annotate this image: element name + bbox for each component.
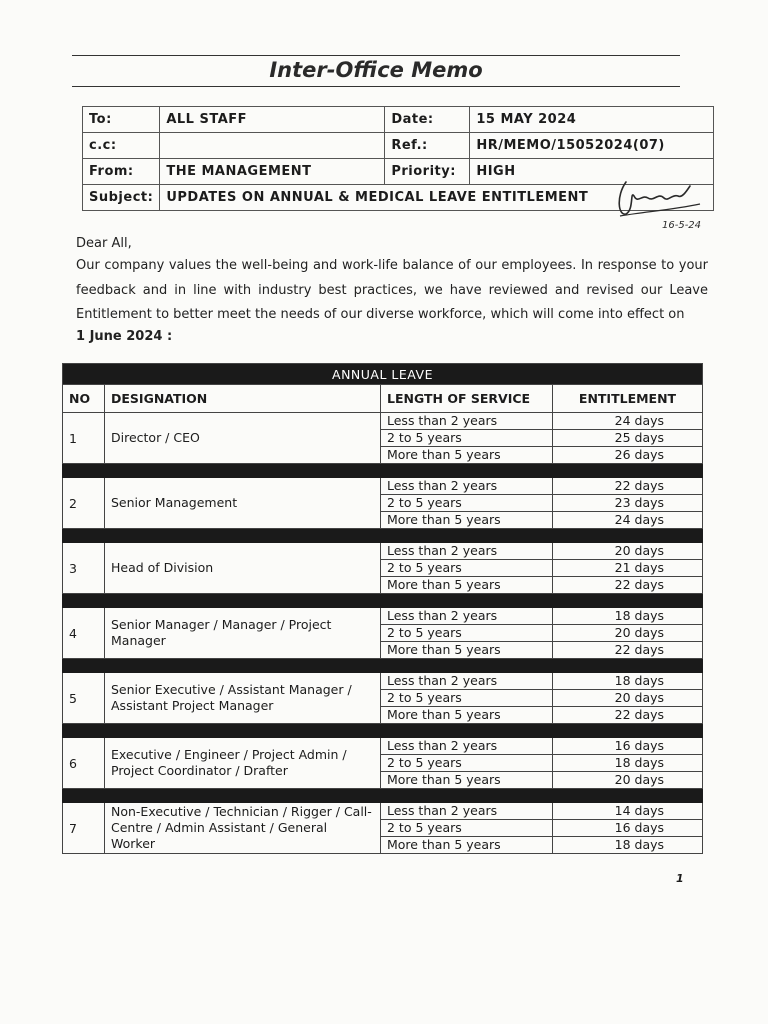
service-band: 2 to 5 years	[381, 430, 553, 447]
entitlement-value: 23 days	[553, 495, 703, 512]
memo-title: Inter-Office Memo	[269, 58, 483, 82]
entitlement-value: 21 days	[553, 560, 703, 577]
greeting: Dear All,	[76, 236, 132, 251]
header-row-to	[83, 107, 714, 133]
service-band: Less than 2 years	[381, 413, 553, 430]
separator-bar	[63, 529, 703, 543]
service-band: More than 5 years	[381, 707, 553, 724]
entitlement-value: 18 days	[553, 608, 703, 625]
page-number: 1	[676, 872, 684, 885]
service-band: 2 to 5 years	[381, 690, 553, 707]
entitlement-value: 22 days	[553, 478, 703, 495]
table-row	[63, 608, 703, 625]
table-body	[63, 413, 703, 854]
entitlement-value: 25 days	[553, 430, 703, 447]
table-caption-row	[63, 364, 703, 385]
signature-mark	[612, 176, 708, 230]
table-row	[63, 738, 703, 755]
row-number: 1	[63, 413, 105, 464]
entitlement-value: 22 days	[553, 707, 703, 724]
header-entitlement: ENTITLEMENT	[553, 385, 703, 413]
entitlement-value: 26 days	[553, 447, 703, 464]
subject-label: Subject:	[83, 185, 160, 211]
table-row	[63, 478, 703, 495]
service-band: 2 to 5 years	[381, 560, 553, 577]
row-designation: Non-Executive / Technician / Rigger / Call-Centre / Admin Assistant / General Worker	[105, 803, 381, 854]
section-separator	[63, 789, 703, 803]
row-number: 4	[63, 608, 105, 659]
service-band: More than 5 years	[381, 577, 553, 594]
service-band: Less than 2 years	[381, 608, 553, 625]
top-rule	[72, 55, 680, 56]
separator-bar	[63, 659, 703, 673]
entitlement-value: 18 days	[553, 837, 703, 854]
entitlement-value: 20 days	[553, 772, 703, 789]
service-band: More than 5 years	[381, 642, 553, 659]
to-label: To:	[83, 107, 160, 133]
separator-bar	[63, 724, 703, 738]
service-band: More than 5 years	[381, 837, 553, 854]
entitlement-value: 18 days	[553, 755, 703, 772]
service-band: Less than 2 years	[381, 478, 553, 495]
table-row	[63, 803, 703, 820]
table-header-row	[63, 385, 703, 413]
service-band: 2 to 5 years	[381, 820, 553, 837]
service-band: 2 to 5 years	[381, 495, 553, 512]
header-service: LENGTH OF SERVICE	[381, 385, 553, 413]
entitlement-value: 20 days	[553, 625, 703, 642]
section-separator	[63, 659, 703, 673]
title-underline	[72, 86, 680, 87]
row-number: 3	[63, 543, 105, 594]
entitlement-value: 18 days	[553, 673, 703, 690]
section-separator	[63, 529, 703, 543]
to-value: ALL STAFF	[160, 107, 385, 133]
signature-date: 16-5-24	[662, 220, 702, 230]
from-label: From:	[83, 159, 160, 185]
cc-value	[160, 133, 385, 159]
table-row	[63, 543, 703, 560]
service-band: Less than 2 years	[381, 673, 553, 690]
row-designation: Director / CEO	[105, 413, 381, 464]
annual-leave-table	[62, 363, 703, 854]
row-designation: Senior Executive / Assistant Manager / Assistant Project Manager	[105, 673, 381, 724]
service-band: 2 to 5 years	[381, 755, 553, 772]
entitlement-value: 16 days	[553, 738, 703, 755]
separator-bar	[63, 789, 703, 803]
entitlement-value: 24 days	[553, 413, 703, 430]
service-band: Less than 2 years	[381, 543, 553, 560]
table-caption: ANNUAL LEAVE	[63, 364, 703, 385]
intro-paragraph: Our company values the well-being and work-life balance of our employees. In response to your feedback and in line with industry best practices, we have reviewed and revised our Leave Entitlement to better meet the needs of our diverse workforce, which will come into effect on	[76, 258, 708, 322]
separator-bar	[63, 464, 703, 478]
priority-label: Priority:	[385, 159, 470, 185]
header-designation: DESIGNATION	[105, 385, 381, 413]
service-band: Less than 2 years	[381, 738, 553, 755]
entitlement-value: 24 days	[553, 512, 703, 529]
from-value: THE MANAGEMENT	[160, 159, 385, 185]
ref-label: Ref.:	[385, 133, 470, 159]
table-row	[63, 673, 703, 690]
row-number: 5	[63, 673, 105, 724]
entitlement-value: 20 days	[553, 690, 703, 707]
row-designation: Senior Manager / Manager / Project Manager	[105, 608, 381, 659]
entitlement-value: 22 days	[553, 577, 703, 594]
entitlement-value: 22 days	[553, 642, 703, 659]
entitlement-value: 20 days	[553, 543, 703, 560]
cc-label: c.c:	[83, 133, 160, 159]
date-label: Date:	[385, 107, 470, 133]
service-band: More than 5 years	[381, 772, 553, 789]
header-no: NO	[63, 385, 105, 413]
section-separator	[63, 724, 703, 738]
row-number: 7	[63, 803, 105, 854]
separator-bar	[63, 594, 703, 608]
table-row	[63, 413, 703, 430]
entitlement-value: 14 days	[553, 803, 703, 820]
date-value: 15 MAY 2024	[470, 107, 714, 133]
row-designation: Head of Division	[105, 543, 381, 594]
row-designation: Senior Management	[105, 478, 381, 529]
effective-date: 1 June 2024 :	[76, 329, 173, 344]
service-band: More than 5 years	[381, 512, 553, 529]
service-band: More than 5 years	[381, 447, 553, 464]
ref-value: HR/MEMO/15052024(07)	[470, 133, 714, 159]
row-number: 6	[63, 738, 105, 789]
section-separator	[63, 464, 703, 478]
service-band: 2 to 5 years	[381, 625, 553, 642]
section-separator	[63, 594, 703, 608]
service-band: Less than 2 years	[381, 803, 553, 820]
row-number: 2	[63, 478, 105, 529]
entitlement-value: 16 days	[553, 820, 703, 837]
header-row-cc	[83, 133, 714, 159]
row-designation: Executive / Engineer / Project Admin / Project Coordinator / Drafter	[105, 738, 381, 789]
subject-value: UPDATES ON ANNUAL & MEDICAL LEAVE ENTITLEMENT	[160, 185, 714, 211]
priority-value: HIGH	[470, 159, 714, 185]
